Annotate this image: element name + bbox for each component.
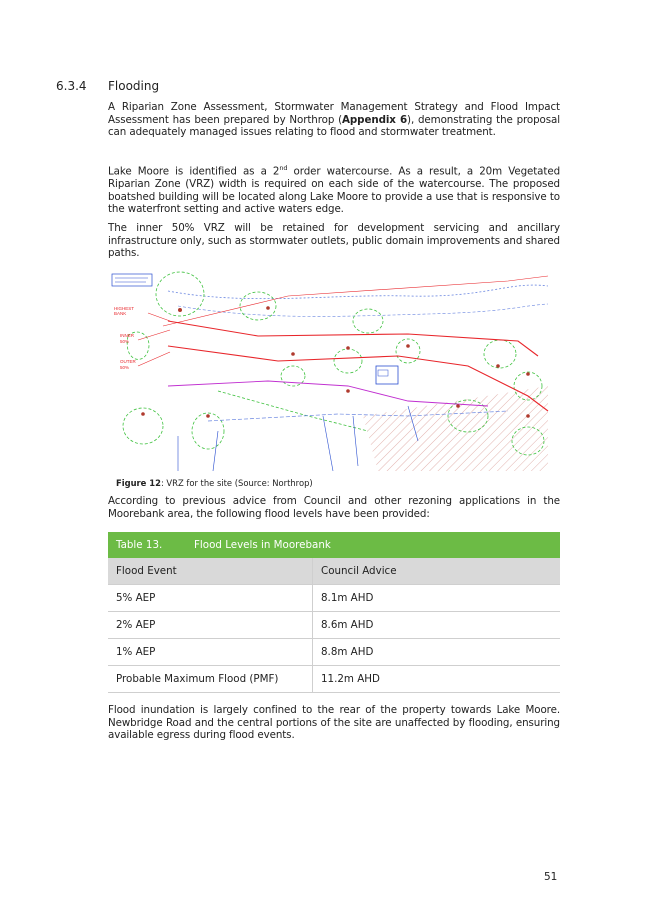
section-number: 6.3.4 bbox=[56, 79, 87, 93]
table-row bbox=[108, 666, 560, 693]
column-header-council-advice: Council Advice bbox=[313, 558, 561, 585]
page-number: 51 bbox=[544, 871, 558, 883]
appendix-reference: Appendix 6 bbox=[342, 113, 408, 126]
path-alignment bbox=[168, 381, 488, 406]
legend-outer-pct: 50% bbox=[120, 365, 130, 370]
figure-caption-label: Figure 12 bbox=[116, 478, 161, 488]
boatshed-footprint bbox=[376, 366, 398, 384]
flood-event-cell: 1% AEP bbox=[108, 639, 313, 666]
paragraph-lake-moore bbox=[108, 162, 560, 216]
paragraph-assessment-part1: A Riparian Zone Assessment, Stormwater Management Strategy and Flood Impact Assessment has been prepared by Northrop ( bbox=[108, 101, 560, 126]
legend-bank: BANK bbox=[114, 311, 127, 316]
legend-inner: INNER bbox=[120, 333, 135, 338]
council-advice-cell: 8.8m AHD bbox=[313, 639, 561, 666]
section-title: Flooding bbox=[108, 79, 160, 93]
paragraph-lake-moore-part2: order watercourse. As a result, a 20m Vegetated Riparian Zone (VRZ) width is required on each side of the watercourse. The proposed boatshed building will be located along Lake Moore to provide a use that is responsive to the waterfront setting and active waters edge. bbox=[108, 165, 560, 216]
inner-vrz-line bbox=[168, 321, 538, 356]
flood-event-cell: Probable Maximum Flood (PMF) bbox=[108, 666, 313, 693]
council-advice-cell: 11.2m AHD bbox=[313, 666, 561, 693]
paragraph-lake-moore-part1: Lake Moore is identified as a 2 bbox=[108, 165, 280, 178]
table-number: Table 13. bbox=[116, 539, 163, 551]
property-boundary-line bbox=[168, 285, 548, 299]
paragraph-assessment bbox=[108, 101, 560, 139]
figure-caption-text: : VRZ for the site (Source: Northrop) bbox=[160, 478, 313, 488]
legend-highest: HIGHEST bbox=[114, 306, 135, 311]
council-advice-cell: 8.6m AHD bbox=[313, 612, 561, 639]
vrz-site-plan-drawing bbox=[108, 266, 549, 471]
paragraph-council-advice: According to previous advice from Council and other rezoning applications in the Moorebank area, the following flood levels have been provided: bbox=[108, 495, 560, 520]
table-caption bbox=[108, 532, 560, 558]
plan-title-box bbox=[112, 274, 152, 286]
table-title-row bbox=[108, 532, 560, 558]
paragraph-assessment-part2: ), demonstrating the proposal can adequately managed issues relating to flood and stormwater treatment. bbox=[108, 113, 560, 139]
table-row bbox=[108, 585, 560, 612]
table-row bbox=[108, 639, 560, 666]
flood-event-cell: 5% AEP bbox=[108, 585, 313, 612]
flood-levels-table bbox=[108, 532, 560, 693]
ordinal-superscript: nd bbox=[279, 164, 288, 172]
table-row bbox=[108, 612, 560, 639]
figure-caption bbox=[116, 478, 313, 488]
legend-inner-pct: 50% bbox=[120, 339, 130, 344]
paragraph-inundation: Flood inundation is largely confined to the rear of the property towards Lake Moore. Newbridge Road and the central portions of the site are unaffected by flooding, ensuring available egress during flood events. bbox=[108, 704, 560, 742]
table-title: Flood Levels in Moorebank bbox=[194, 539, 331, 551]
legend-outer: OUTER bbox=[120, 359, 136, 364]
council-advice-cell: 8.1m AHD bbox=[313, 585, 561, 612]
table-header-row bbox=[108, 558, 560, 585]
flood-event-cell: 2% AEP bbox=[108, 612, 313, 639]
highest-bank-line bbox=[163, 276, 548, 326]
paragraph-inner-vrz: The inner 50% VRZ will be retained for development servicing and ancillary infrastructure only, such as stormwater outlets, public domain improvements and shared paths. bbox=[108, 222, 560, 260]
column-header-flood-event: Flood Event bbox=[108, 558, 313, 585]
vrz-site-plan-figure bbox=[108, 266, 549, 471]
